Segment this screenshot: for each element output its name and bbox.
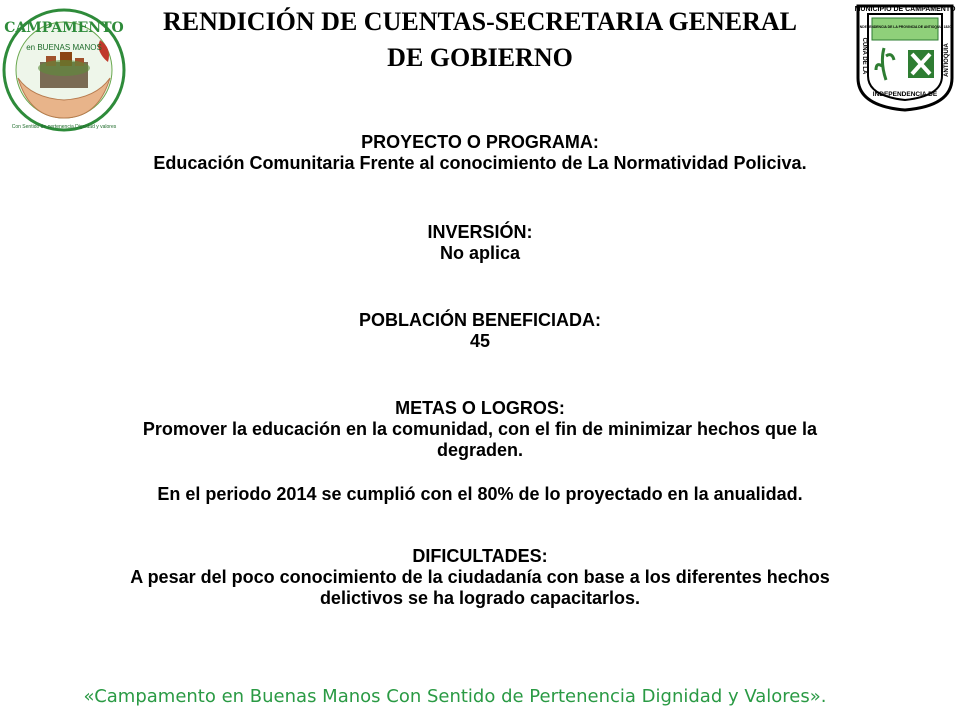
metas-heading: METAS O LOGROS: [395,398,565,418]
dificultades-heading: DIFICULTADES: [412,546,548,566]
metas-text-line-2: degraden. [436,440,524,460]
inversion-text: No aplica [439,243,521,263]
section-metas [20,398,940,461]
dificultades-text-line-1: A pesar del poco conocimiento de la ciudadanía con base a los diferentes hechos [130,567,830,587]
proyecto-heading: PROYECTO O PROGRAMA: [361,132,599,152]
logo-inner-text: en BUENAS MANOS [26,43,102,52]
section-dificultades [20,546,940,609]
shield-right-text: ANTIOQUIA [944,43,950,77]
inversion-heading: INVERSIÓN: [427,222,533,242]
poblacion-heading: POBLACIÓN BENEFICIADA: [359,310,601,330]
section-periodo [20,484,940,505]
title-line-1: RENDICIÓN DE CUENTAS-SECRETARIA GENERAL [163,7,797,36]
municipio-shield [852,0,958,112]
shield-left-text: CUNA DE LA [861,37,867,75]
logo-arc-text: CAMPAMENTO [4,20,124,36]
municipio-campamento-shield-icon [852,0,958,112]
shield-top-text: MUNICIPIO DE CAMPAMENTO [854,6,956,13]
section-poblacion [20,310,940,352]
shield-banner-text: INDEPENDENCIA DE LA PROVINCIA DE ANTIOQUIA 1820 [858,25,952,29]
logo-bottom-text: Con Sentido de pertenencia,Dignidad y valores [11,124,117,130]
section-inversion [20,222,940,264]
campamento-buenas-manos-logo-icon [0,6,128,134]
shield-bottom-text: INDEPENDENCIA DE [872,91,938,98]
dificultades-text-line-2: delictivos se ha logrado capacitarlos. [319,588,641,608]
proyecto-text: Educación Comunitaria Frente al conocimiento de La Normatividad Policiva. [153,153,807,173]
campamento-logo [0,6,128,134]
footer-slogan: «Campamento en Buenas Manos Con Sentido de Pertenencia Dignidad y Valores». [83,686,827,707]
poblacion-text: 45 [469,331,491,351]
title-line-2: DE GOBIERNO [387,43,573,72]
metas-periodo: En el periodo 2014 se cumplió con el 80% de lo proyectado en la anualidad. [157,484,803,504]
page-title [130,4,830,76]
section-proyecto [20,132,940,174]
metas-text-line-1: Promover la educación en la comunidad, con el fin de minimizar hechos que la [142,419,818,439]
